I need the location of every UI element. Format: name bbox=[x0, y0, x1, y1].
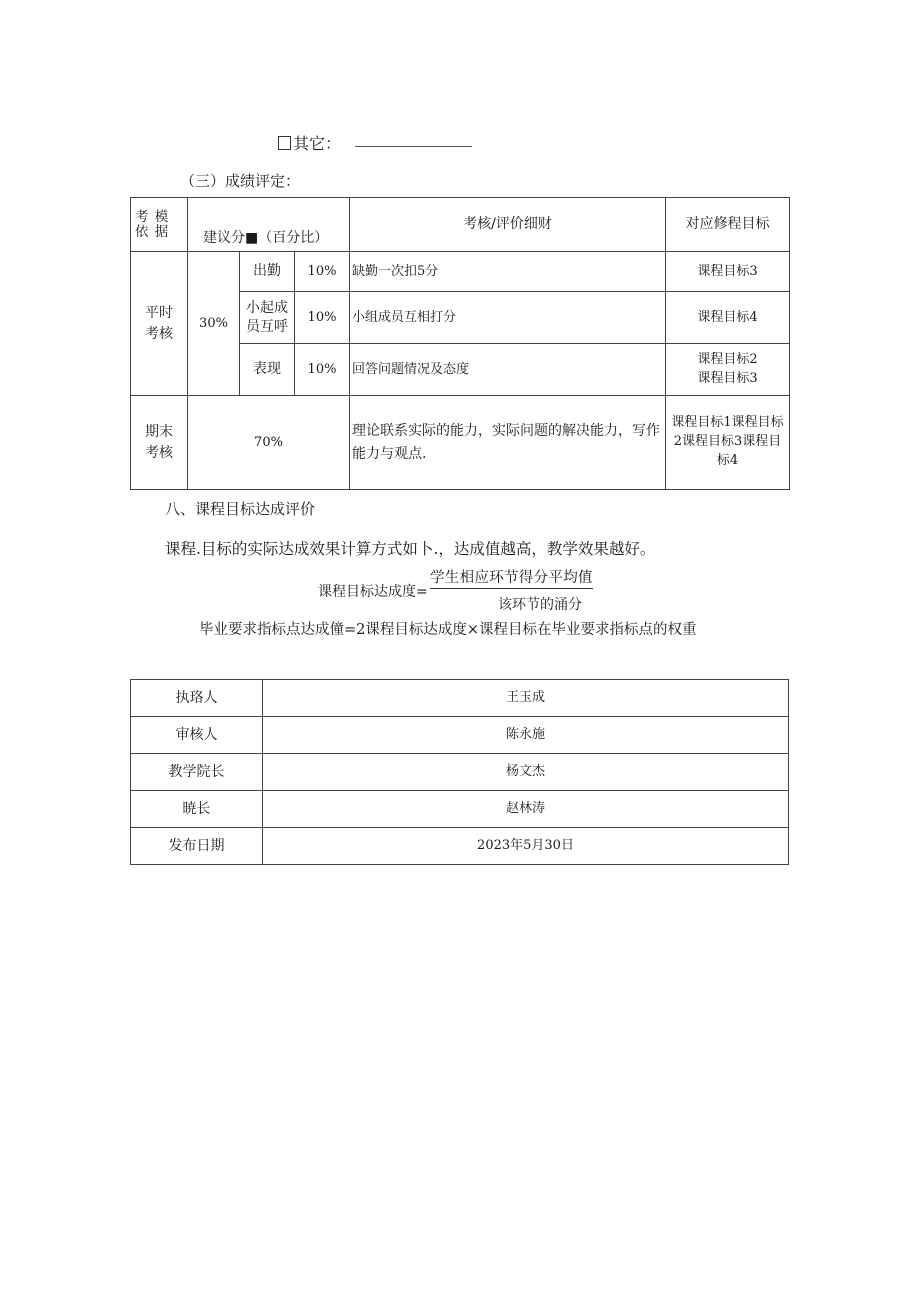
signoff-value: 杨文杰 bbox=[263, 754, 789, 791]
signoff-table bbox=[130, 679, 789, 865]
row-performance-detail: 回答问题情况及态度 bbox=[350, 344, 666, 396]
row-attendance-goal: 课程目标3 bbox=[666, 252, 790, 292]
regular-percent: 30% bbox=[188, 252, 240, 396]
row-group-detail: 小组成员互相打分 bbox=[350, 292, 666, 344]
row-performance-percent: 10% bbox=[295, 344, 350, 396]
final-goal: 课程目标1课程目标2课程目标3课程目标4 bbox=[666, 396, 790, 490]
signoff-key: 发布日期 bbox=[131, 828, 263, 865]
regular-label: 平时考核 bbox=[131, 252, 188, 396]
formula-numerator: 学生相应环节得分平均值 bbox=[430, 566, 593, 589]
checkbox-icon[interactable] bbox=[278, 136, 291, 150]
graduation-formula: 毕业要求指标点达成僮=2课程目标达成度×课程目标在毕业要求指标点的权重 bbox=[199, 622, 697, 638]
row-group-goal: 课程目标4 bbox=[666, 292, 790, 344]
signoff-value: 王玉成 bbox=[263, 680, 789, 717]
signoff-key: 审核人 bbox=[131, 717, 263, 754]
row-attendance-detail: 缺勤一次扣5分 bbox=[350, 252, 666, 292]
row-group-item: 小起成员互呼 bbox=[240, 292, 295, 344]
signoff-value: 陈永施 bbox=[263, 717, 789, 754]
final-detail: 理论联系实际的能力，实际问题的解决能力，写作能力与观点. bbox=[350, 396, 666, 490]
other-blank-line bbox=[355, 146, 472, 147]
row-attendance-item: 出勤 bbox=[240, 252, 295, 292]
signoff-key: 暁长 bbox=[131, 791, 263, 828]
signoff-row bbox=[131, 717, 789, 754]
grade-table bbox=[130, 197, 790, 490]
other-label: 其它： bbox=[293, 134, 342, 153]
header-basis: 考 模 依 据 bbox=[131, 198, 188, 252]
header-suggested: 建议分■（百分比） bbox=[188, 198, 350, 252]
section3-title: （三）成绩评定： bbox=[180, 172, 301, 190]
signoff-row bbox=[131, 754, 789, 791]
row-performance-item: 表现 bbox=[240, 344, 295, 396]
final-percent: 70% bbox=[188, 396, 350, 490]
row-attendance-percent: 10% bbox=[295, 252, 350, 292]
signoff-value: 赵林涛 bbox=[263, 791, 789, 828]
row-group-percent: 10% bbox=[295, 292, 350, 344]
signoff-row bbox=[131, 828, 789, 865]
signoff-key: 执珞人 bbox=[131, 680, 263, 717]
calculation-paragraph: 课程.目标的实际达成效果计算方式如卜.，达成值越高，教学效果越好。 bbox=[165, 540, 656, 558]
other-option bbox=[278, 131, 472, 154]
signoff-row bbox=[131, 791, 789, 828]
row-performance-goal: 课程目标2课程目标3 bbox=[666, 344, 790, 396]
formula-label: 课程目标达成度= bbox=[318, 584, 428, 600]
signoff-value: 2023年5月30日 bbox=[263, 828, 789, 865]
final-label: 期末考核 bbox=[131, 396, 188, 490]
signoff-row bbox=[131, 680, 789, 717]
header-goals: 对应修程目标 bbox=[666, 198, 790, 252]
signoff-key: 教学院长 bbox=[131, 754, 263, 791]
header-details: 考核/评价细财 bbox=[350, 198, 666, 252]
section8-title: 八、课程目标达成评价 bbox=[165, 500, 316, 518]
formula-denominator: 该环节的涌分 bbox=[498, 597, 582, 613]
